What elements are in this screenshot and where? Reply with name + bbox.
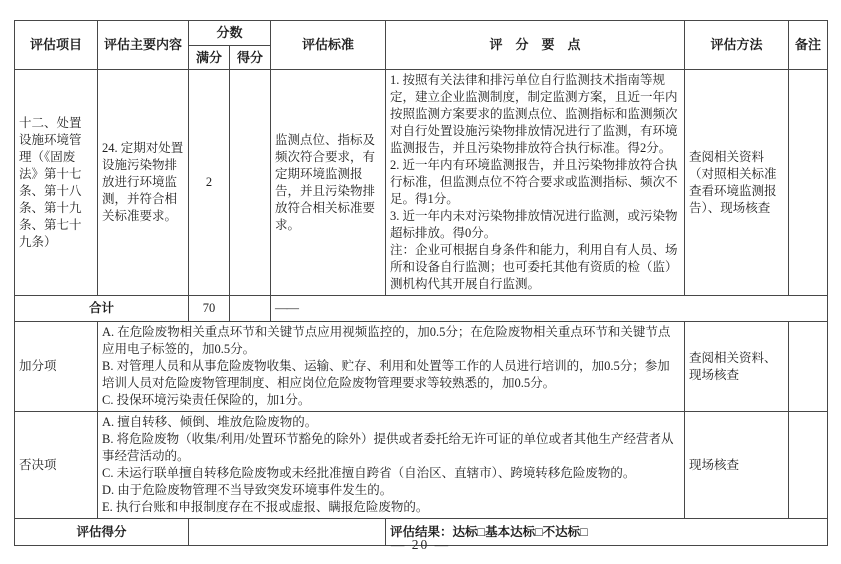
scoring-point-1: 1. 按照有关法律和排污单位自行监测技术指南等规定，建立企业监测制度，制定监测方案，且近一年内按照监测方案要求的监测点位、监测指标和监测频次对自行处置设施污染物排放情况进行了监测，有环境监测报告，并且污染物排放符合执行标准。得2分。 — [390, 73, 678, 155]
evaluation-table — [14, 20, 828, 546]
table-row-veto — [15, 412, 828, 519]
veto-label: 否决项 — [15, 412, 98, 519]
total-label: 合计 — [15, 296, 189, 322]
cell-eval-item: 十二、处置设施环境管理（《固废法》第十七条、第十八条、第十九条、第七十九条） — [15, 70, 98, 296]
header-row-1 — [15, 21, 828, 46]
veto-line-a: A. 擅自转移、倾倒、堆放危险废物的。 — [102, 415, 318, 429]
cell-full-score: 2 — [189, 70, 230, 296]
eval-result-checkboxes: 评估结果：达标□基本达标□不达标□ — [386, 519, 828, 546]
cell-scoring-points — [386, 70, 685, 296]
cell-remarks — [789, 70, 828, 296]
bonus-label: 加分项 — [15, 322, 98, 412]
total-full-score: 70 — [189, 296, 230, 322]
veto-remarks — [789, 412, 828, 519]
total-got-score — [230, 296, 271, 322]
veto-line-d: D. 由于危险废物管理不当导致突发环境事件发生的。 — [102, 483, 393, 497]
veto-method: 现场核查 — [685, 412, 789, 519]
table-row-total — [15, 296, 828, 322]
veto-content — [98, 412, 685, 519]
bonus-line-a: A. 在危险废物相关重点环节和关键节点应用视频监控的，加0.5分；在危险废物相关重点环节和关键节点应用电子标签的，加0.5分。 — [102, 325, 671, 356]
table-row-bonus — [15, 322, 828, 412]
bonus-line-c: C. 投保环境污染责任保险的，加1分。 — [102, 393, 311, 407]
total-dash: —— — [271, 296, 828, 322]
cell-got-score — [230, 70, 271, 296]
header-eval-item: 评估项目 — [15, 21, 98, 70]
header-scoring-points: 评 分 要 点 — [386, 21, 685, 70]
scoring-point-2: 2. 近一年内有环境监测报告，并且污染物排放符合执行标准，但监测点位不符合要求或监测指标、频次不足。得1分。 — [390, 158, 678, 206]
table-row-item-24 — [15, 70, 828, 296]
cell-eval-standard: 监测点位、指标及频次符合要求，有定期环境监测报告，并且污染物排放符合相关标准要求。 — [271, 70, 386, 296]
cell-eval-method: 查阅相关资料（对照相关标准查看环境监测报告）、现场核查 — [685, 70, 789, 296]
veto-line-e: E. 执行台账和申报制度存在不报或虚报、瞒报危险废物的。 — [102, 500, 429, 514]
bonus-remarks — [789, 322, 828, 412]
veto-line-b: B. 将危险废物（收集/利用/处置环节豁免的除外）提供或者委托给无许可证的单位或者其他生产经营者从事经营活动的。 — [102, 432, 674, 463]
veto-line-c: C. 未运行联单擅自转移危险废物或未经批准擅自跨省（自治区、直辖市）、跨境转移危险废物的。 — [102, 466, 636, 480]
header-got-score: 得分 — [230, 46, 271, 70]
bonus-line-b: B. 对管理人员和从事危险废物收集、运输、贮存、利用和处置等工作的人员进行培训的，加0.5分；参加培训人员对危险废物管理制度、相应岗位危险废物管理要求等较熟悉的，加0.5分。 — [102, 359, 670, 390]
header-score-group: 分数 — [189, 21, 271, 46]
page-number: — 20 — — [390, 537, 451, 552]
final-score-label: 评估得分 — [15, 519, 189, 546]
bonus-method: 查阅相关资料、现场核查 — [685, 322, 789, 412]
header-eval-method: 评估方法 — [685, 21, 789, 70]
cell-eval-content: 24. 定期对处置设施污染物排放进行环境监测，并符合相关标准要求。 — [98, 70, 189, 296]
header-remarks: 备注 — [789, 21, 828, 70]
scoring-point-3: 3. 近一年内未对污染物排放情况进行监测，或污染物超标排放。得0分。 — [390, 209, 678, 240]
header-eval-standard: 评估标准 — [271, 21, 386, 70]
header-eval-content: 评估主要内容 — [98, 21, 189, 70]
bonus-content — [98, 322, 685, 412]
scoring-point-note: 注：企业可根据自身条件和能力，利用自有人员、场所和设备自行监测；也可委托其他有资质的检（监）测机构代其开展自行监测。 — [390, 243, 678, 291]
header-full-score: 满分 — [189, 46, 230, 70]
